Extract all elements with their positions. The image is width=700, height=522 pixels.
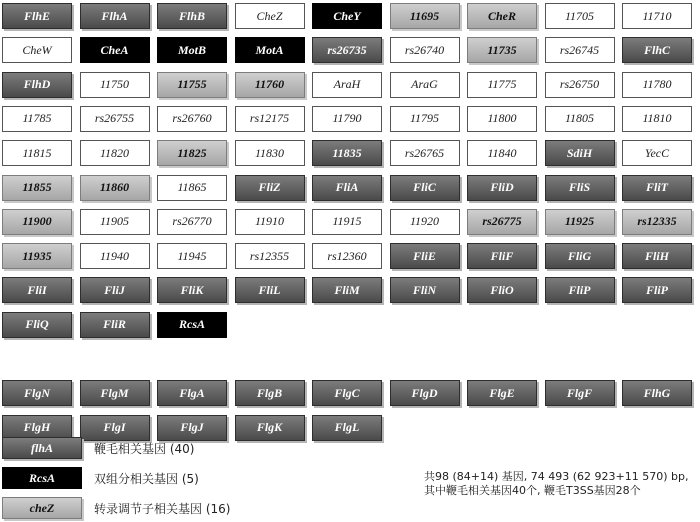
gene-cell: 11935 [2,243,72,269]
legend-row-transcription [2,497,230,519]
gene-cell: FlgH [2,415,72,441]
gene-cell: 11800 [467,106,537,132]
gene-cell: FliS [545,175,615,201]
gene-cell: FliO [467,277,537,303]
gene-cell: FliL [235,277,305,303]
gene-cell: CheY [312,3,382,29]
gene-cell: 11710 [622,3,692,29]
gene-cell: 11910 [235,209,305,235]
gene-cell: FliH [622,243,692,269]
gene-cell: 11925 [545,209,615,235]
gene-cell: 11900 [2,209,72,235]
gene-cell: FliF [467,243,537,269]
gene-cell: 11780 [622,72,692,98]
gene-cell: FlgN [2,380,72,406]
summary-line-1: 共98 (84+14) 基因, 74 493 (62 923+11 570) bp, [424,470,689,483]
gene-cell: 11790 [312,106,382,132]
gene-cell: 11830 [235,140,305,166]
gene-cell: 11705 [545,3,615,29]
gene-cell: FlhG [622,380,692,406]
gene-cell: rs26750 [545,72,615,98]
gene-cell: FlhA [80,3,150,29]
gene-cell: 11865 [157,175,227,201]
legend-swatch-two-component: RcsA [2,467,82,489]
gene-cell: rs26760 [157,106,227,132]
gene-cell: FliJ [80,277,150,303]
gene-cell: AraH [312,72,382,98]
gene-cell: rs26740 [390,37,460,63]
gene-cell: FliA [312,175,382,201]
gene-cell: FliC [390,175,460,201]
gene-cell: 11945 [157,243,227,269]
gene-cell: CheA [80,37,150,63]
gene-cell: FliM [312,277,382,303]
gene-cell: rs26770 [157,209,227,235]
gene-cell: MotB [157,37,227,63]
gene-cell: 11855 [2,175,72,201]
legend-swatch-flagellar: flhA [2,437,82,459]
gene-cell: YecC [622,140,692,166]
gene-cell: FlgJ [157,415,227,441]
gene-cell: 11915 [312,209,382,235]
gene-cell: FlgK [235,415,305,441]
gene-cell: FlgB [235,380,305,406]
gene-cell: FlgC [312,380,382,406]
legend-text-transcription: 转录调节子相关基因 (16) [94,501,231,516]
gene-cell: 11775 [467,72,537,98]
legend-row-two-component [2,467,199,489]
gene-cell: 11835 [312,140,382,166]
gene-cell: 11840 [467,140,537,166]
gene-cell: 11815 [2,140,72,166]
gene-cell: FliE [390,243,460,269]
gene-cell: 11920 [390,209,460,235]
gene-cell: CheZ [235,3,305,29]
gene-cell: FliN [390,277,460,303]
legend-swatch-transcription: cheZ [2,497,82,519]
summary-line-2: 其中鞭毛相关基因40个, 鞭毛T3SS基因28个 [424,484,641,497]
gene-cell: 11755 [157,72,227,98]
gene-cell: 11785 [2,106,72,132]
gene-cell: CheW [2,37,72,63]
gene-cell: RcsA [157,312,227,338]
gene-cell: MotA [235,37,305,63]
gene-cell: FlgE [467,380,537,406]
gene-cell: FliG [545,243,615,269]
gene-cell: FlhE [2,3,72,29]
gene-cell: CheR [467,3,537,29]
gene-cell: 11825 [157,140,227,166]
gene-cell: 11695 [390,3,460,29]
gene-cell: 11860 [80,175,150,201]
gene-cell: rs26775 [467,209,537,235]
gene-cell: rs12335 [622,209,692,235]
gene-cell: FlhC [622,37,692,63]
legend-text-flagellar: 鞭毛相关基因 (40) [94,441,195,456]
gene-summary [424,470,698,498]
gene-cell: FlhB [157,3,227,29]
gene-cell: rs26735 [312,37,382,63]
gene-cell: 11940 [80,243,150,269]
gene-cell: 11805 [545,106,615,132]
gene-cell: 11905 [80,209,150,235]
gene-cell: rs12355 [235,243,305,269]
gene-cell: FliP [622,277,692,303]
legend-text-two-component: 双组分相关基因 (5) [94,471,199,486]
gene-cell: FlgI [80,415,150,441]
gene-cell: FlgD [390,380,460,406]
gene-cell: FlgF [545,380,615,406]
gene-cell: FliR [80,312,150,338]
gene-cell: FliD [467,175,537,201]
gene-cell: 11810 [622,106,692,132]
legend-row-flagellar [2,437,194,459]
gene-cell: rs26755 [80,106,150,132]
gene-cell: FliK [157,277,227,303]
gene-cell: 11750 [80,72,150,98]
gene-cell: FlgA [157,380,227,406]
gene-cell: 11760 [235,72,305,98]
gene-cell: FlhD [2,72,72,98]
gene-cell: rs12360 [312,243,382,269]
gene-cell: rs12175 [235,106,305,132]
gene-cell: rs26745 [545,37,615,63]
gene-cell: FliZ [235,175,305,201]
gene-cell: 11735 [467,37,537,63]
gene-cell: FliQ [2,312,72,338]
gene-cell: 11795 [390,106,460,132]
gene-cell: FliP [545,277,615,303]
gene-cell: FliT [622,175,692,201]
gene-cell: 11820 [80,140,150,166]
gene-cell: rs26765 [390,140,460,166]
gene-cell: SdiH [545,140,615,166]
gene-cell: AraG [390,72,460,98]
gene-cell: FlgM [80,380,150,406]
gene-cell: FlgL [312,415,382,441]
gene-cell: FliI [2,277,72,303]
